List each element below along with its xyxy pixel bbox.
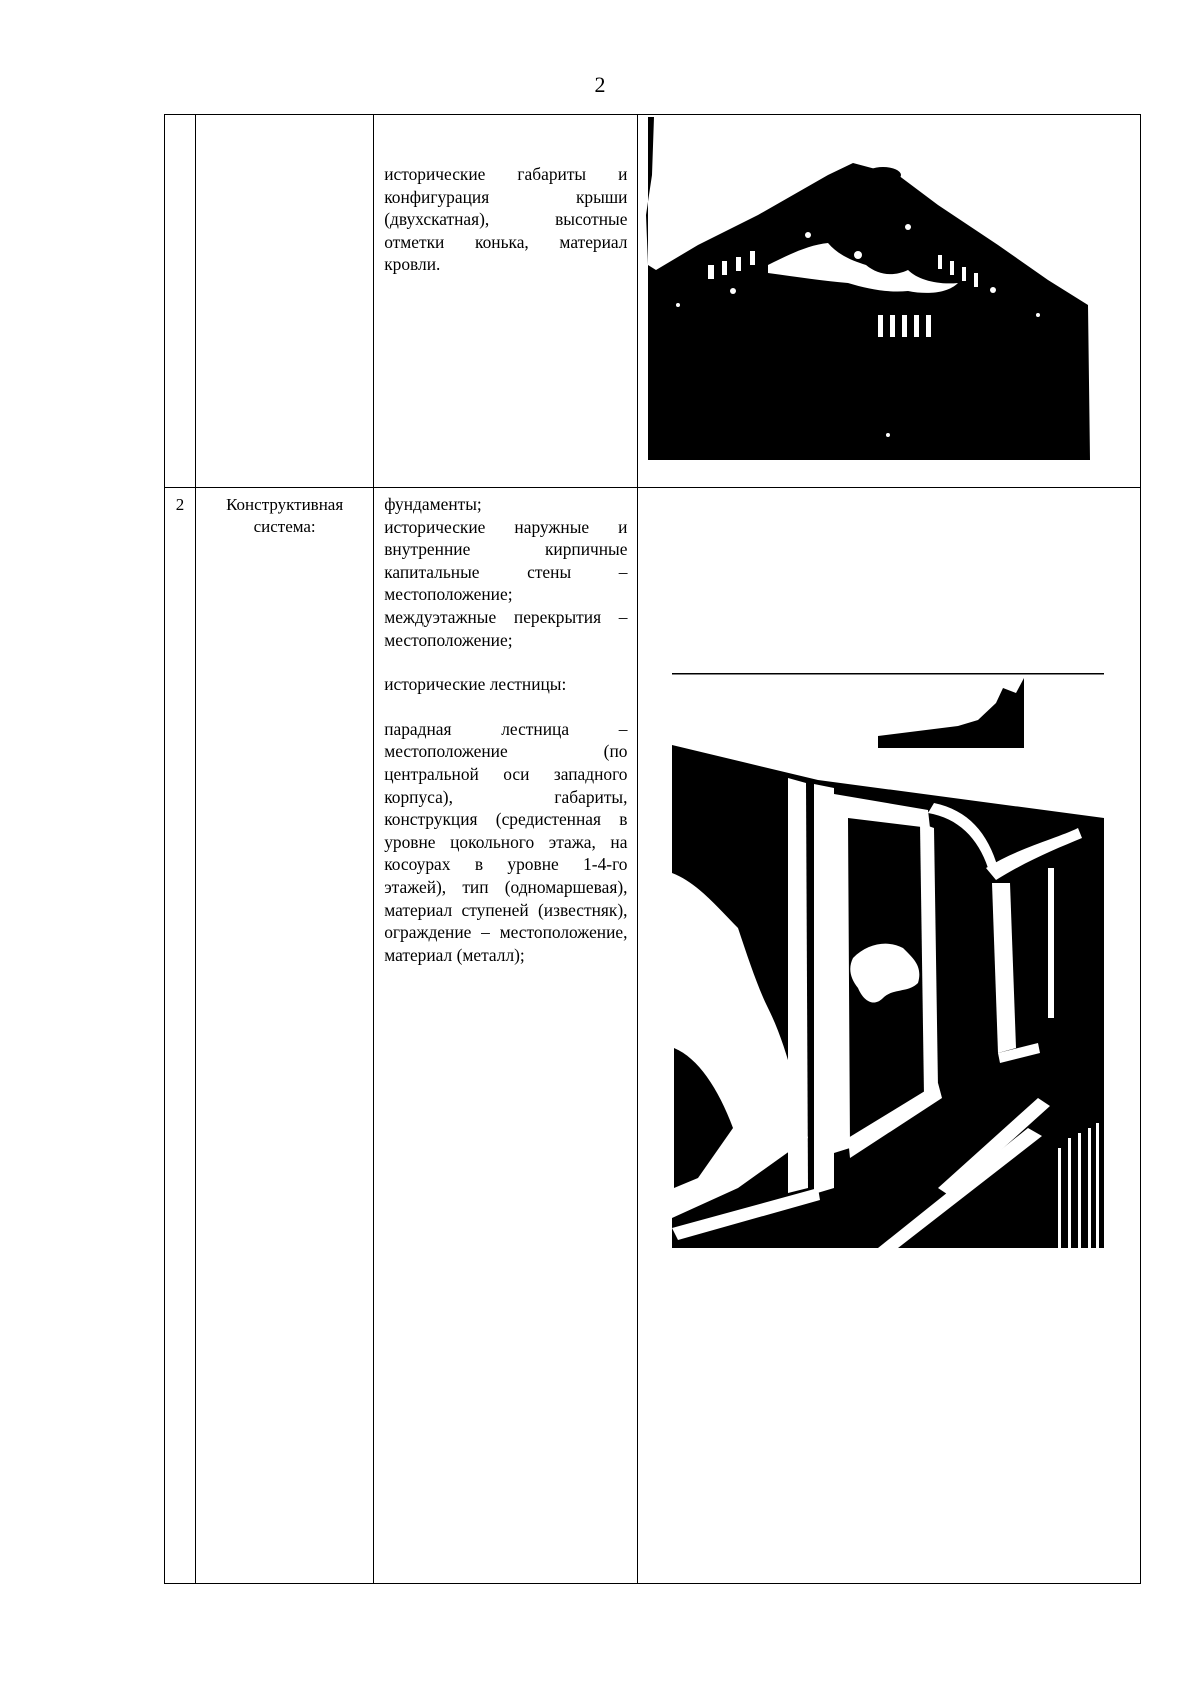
row-name-cell (196, 115, 374, 488)
building-facade-photo (638, 115, 1138, 487)
row-description-cell (374, 488, 638, 1584)
row-description-cell (374, 115, 638, 488)
description-paragraph: исторические лестницы: (384, 674, 567, 695)
row-number-cell (165, 115, 196, 488)
monument-subject-table (164, 114, 1141, 1584)
staircase-interior-photo (638, 488, 1138, 1583)
description-paragraph: исторические наружные и внутренние кирпичные капитальные стены – местоположение; (384, 516, 628, 605)
table-row (165, 115, 1141, 488)
description-paragraph: исторические габариты и конфигурация крыши (двухскатная), высотные отметки конька, материал кровли. (384, 164, 628, 275)
row-name-cell: Конструктивная система: (196, 488, 374, 1584)
description-paragraph: парадная лестница – местоположение (по центральной оси западного корпуса), габариты, конструкция (средистенная в уровне цокольного этажа, на косоурах в уровне 1-4-го этажей), тип (одномаршевая), материал ступеней (известняк), ограждение – местоположение, материал (металл); (384, 718, 628, 965)
page-number: 2 (594, 72, 606, 97)
row-number-cell: 2 (165, 488, 196, 1584)
row-photo-cell (638, 488, 1141, 1584)
table-row (165, 488, 1141, 1584)
description-paragraph: фундаменты; (384, 494, 482, 514)
row-photo-cell (638, 115, 1141, 488)
description-paragraph: междуэтажные перекрытия – местоположение; (384, 606, 628, 650)
